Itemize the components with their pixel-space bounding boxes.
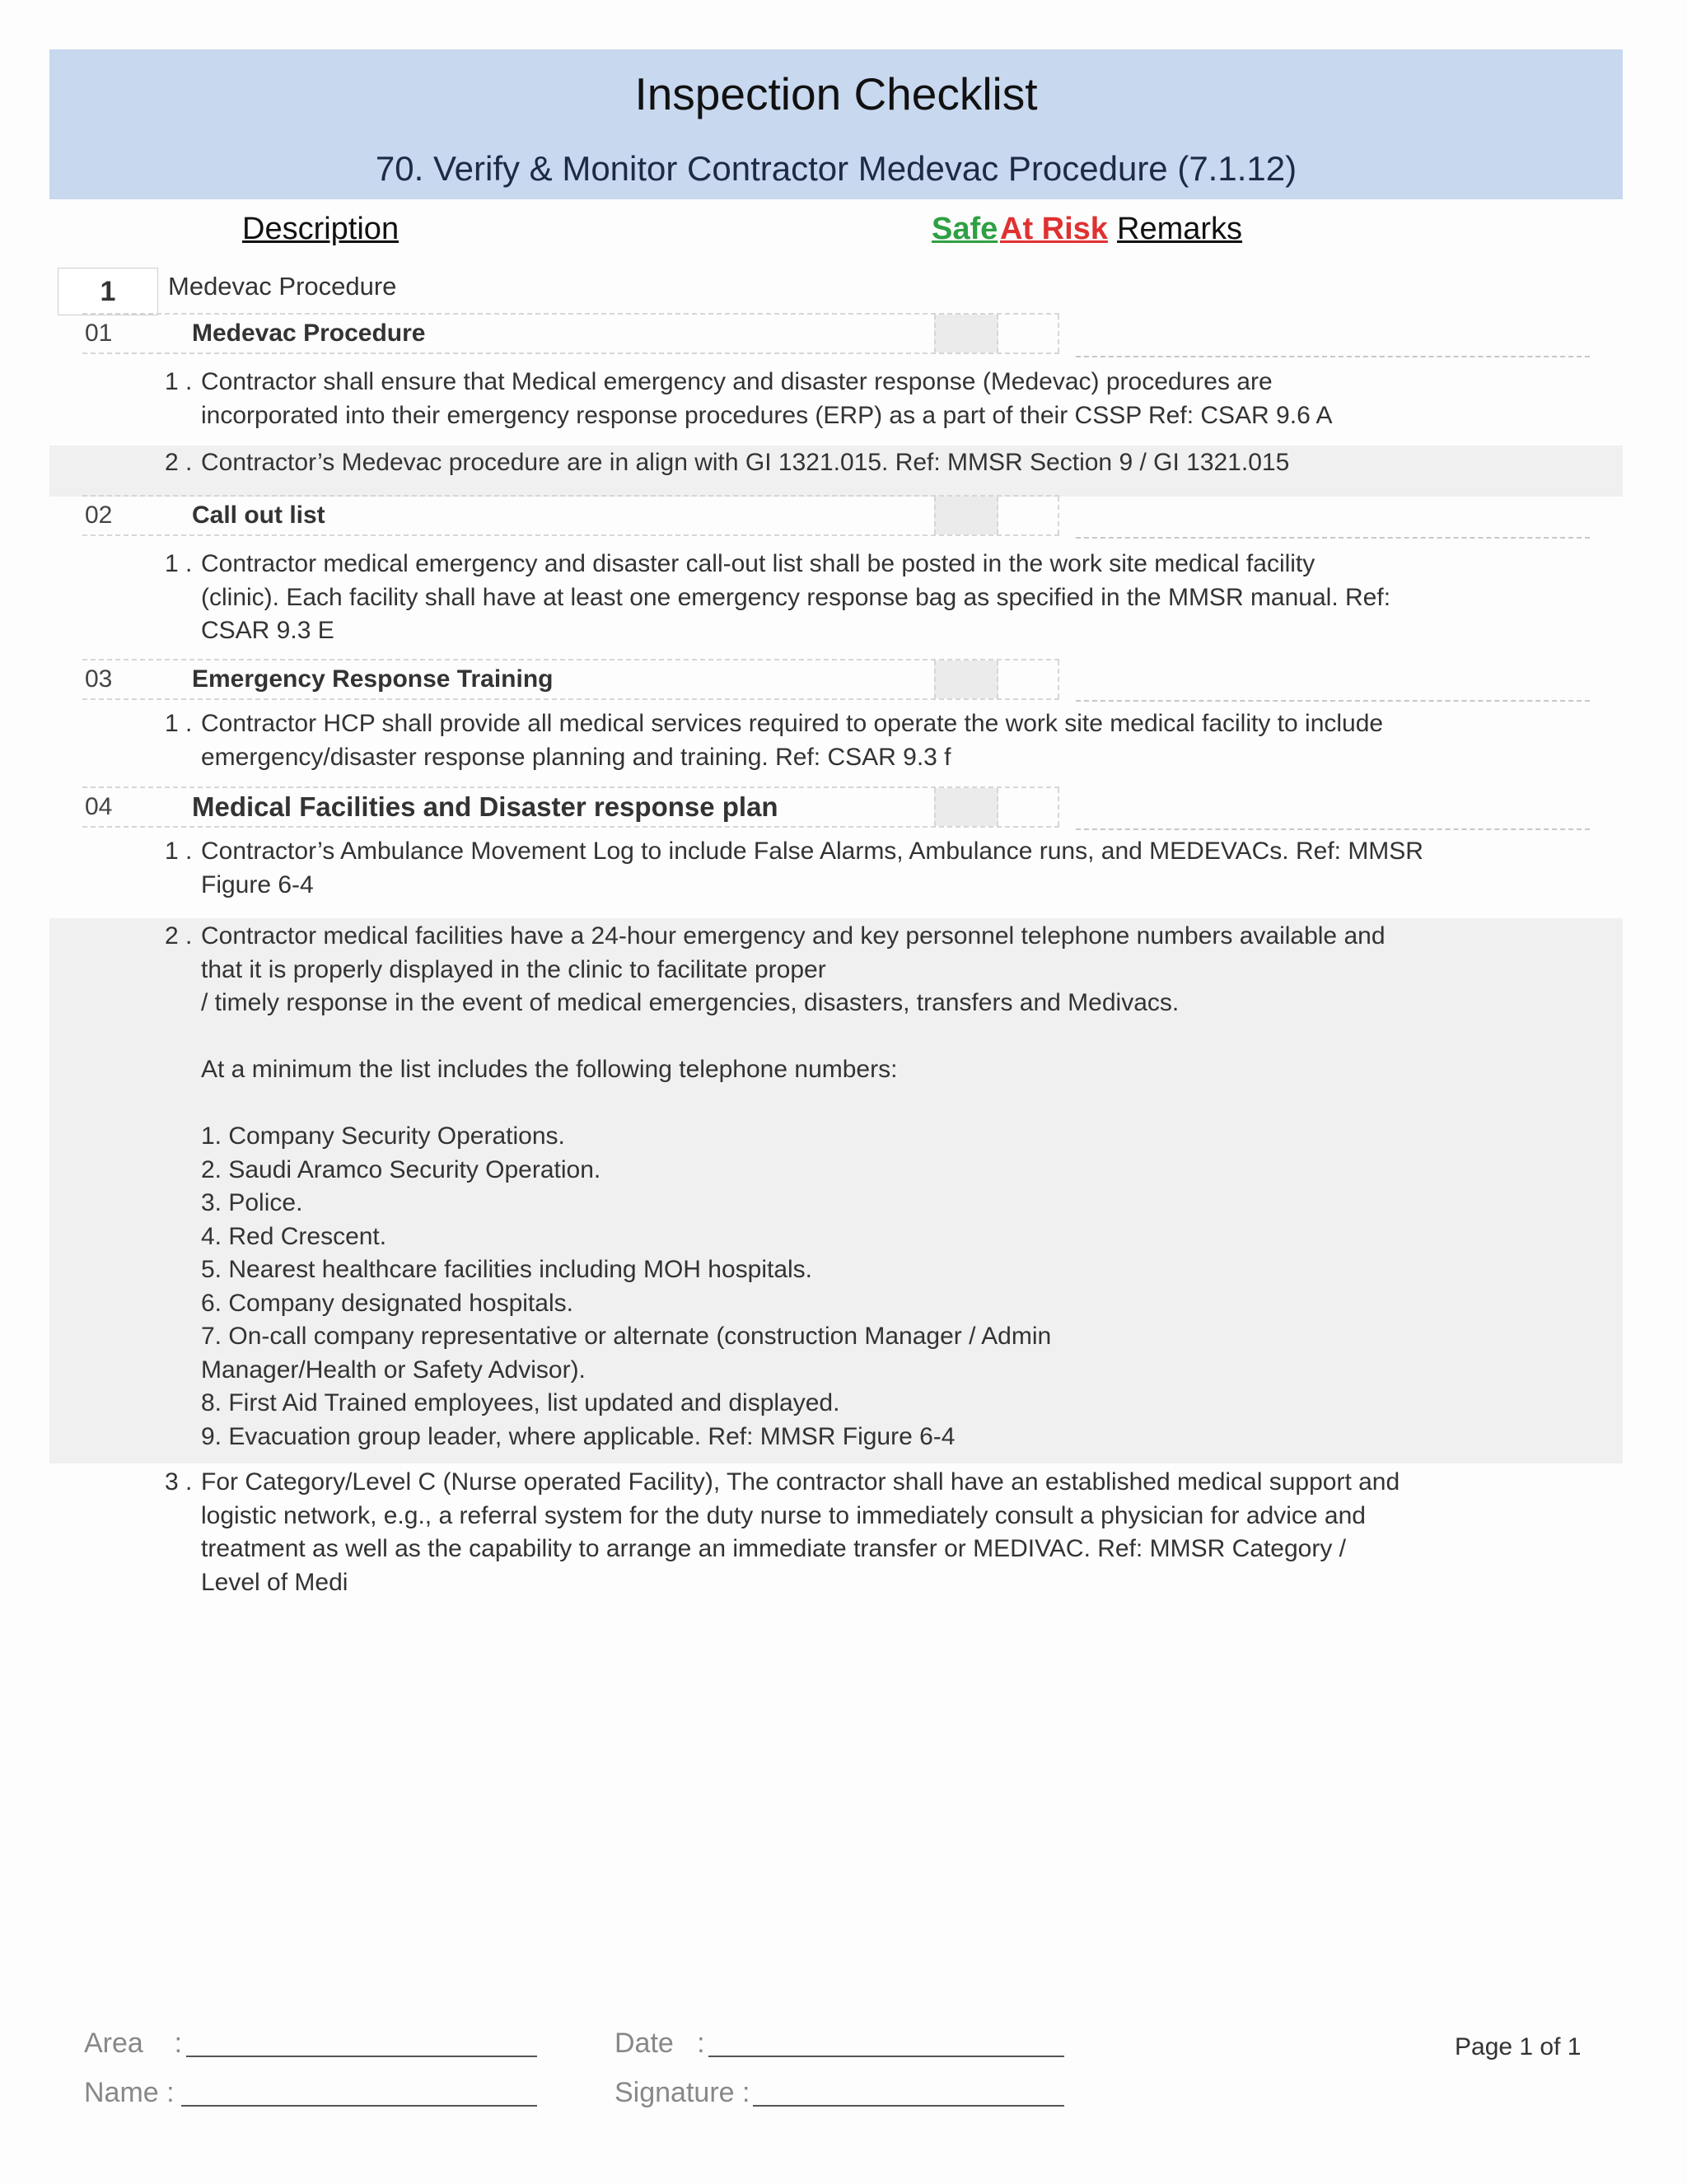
area-label: Area : [84, 2028, 183, 2059]
column-description: Description [242, 212, 400, 246]
date-label: Date : [615, 2028, 705, 2059]
checklist-item [165, 366, 1450, 433]
name-label: Name : [84, 2077, 175, 2108]
safe-checkbox[interactable] [934, 788, 998, 826]
subsection-title: Medevac Procedure [192, 320, 426, 347]
at-risk-checkbox[interactable] [997, 788, 1059, 826]
column-safe: Safe [932, 212, 998, 246]
item-number: 1 . [165, 838, 193, 865]
area-field[interactable] [186, 2056, 537, 2057]
section-number: 1 [58, 268, 158, 315]
checklist-item [165, 920, 1450, 1455]
subsection-number: 03 [85, 665, 113, 693]
subsection-number: 02 [85, 502, 113, 529]
signature-label: Signature : [615, 2077, 750, 2108]
signature-field[interactable] [753, 2105, 1064, 2107]
checklist-item [165, 707, 1450, 775]
remarks-field[interactable] [1076, 356, 1590, 357]
checklist-header [49, 49, 1623, 199]
at-risk-checkbox[interactable] [997, 315, 1059, 352]
remarks-field[interactable] [1076, 828, 1590, 830]
item-text: Contractor shall ensure that Medical emergency and disaster response (Medevac) procedures are incorporated into their emergency response procedures (ERP) as a part of their CSSP Ref: CSAR 9.6 A [201, 368, 1333, 429]
checklist-item [165, 446, 1450, 481]
item-number: 3 . [165, 1468, 193, 1496]
item-text: Contractor medical emergency and disaster call-out list shall be posted in the work site medical facility (clinic). Each facility shall have at least one emergency response bag as specified in the MMSR manual. Ref: CSAR 9.3 E [201, 550, 1391, 644]
column-remarks: Remarks [1117, 212, 1243, 246]
subsection-row [82, 495, 1059, 536]
column-at-risk: At Risk [1000, 212, 1108, 246]
subsection-number: 01 [85, 320, 113, 347]
item-text: Contractor’s Ambulance Movement Log to include False Alarms, Ambulance runs, and MEDEVACs. Ref: MMSR Figure 6-4 [201, 838, 1423, 898]
subsection-title: Emergency Response Training [192, 665, 554, 693]
subsection-title: Medical Facilities and Disaster response plan [192, 791, 778, 822]
subsection-title: Call out list [192, 502, 325, 529]
remarks-field[interactable] [1076, 537, 1590, 539]
page-number: Page 1 of 1 [1455, 2033, 1582, 2060]
subsection-row [82, 313, 1059, 354]
subsection-row [82, 659, 1059, 700]
item-number: 1 . [165, 368, 193, 395]
item-text: Contractor’s Medevac procedure are in align with GI 1321.015. Ref: MMSR Section 9 / GI 1321.015 [201, 449, 1290, 476]
subsection-number: 04 [85, 793, 113, 820]
item-number: 2 . [165, 922, 193, 950]
item-number: 2 . [165, 449, 193, 476]
remarks-field[interactable] [1076, 700, 1590, 702]
checklist-item [165, 835, 1450, 904]
checklist-item [165, 1466, 1450, 1603]
at-risk-checkbox[interactable] [997, 497, 1059, 534]
item-text: For Category/Level C (Nurse operated Facility), The contractor shall have an established medical support and logistic network, e.g., a referral system for the duty nurse to immediately consult a physician for advice and treatment as well as the capability to arrange an immediate transfer or MEDIVAC. Ref: MMSR Category / Level of Medi [201, 1468, 1400, 1596]
safe-checkbox[interactable] [934, 315, 998, 352]
item-text: Contractor medical facilities have a 24-hour emergency and key personnel telephone numbers available and that it is properly displayed in the clinic to facilitate proper / timely response in the event of medical emergencies, disasters, transfers and Medivacs. At a minimum the list includes the following telephone numbers: 1. Company Security Operations. 2. Saudi Aramco Security Operation. 3. Police. 4. Red Crescent. 5. Nearest healthcare facilities including MOH hospitals. 6. Company designated hospitals. 7. On-call company representative or alternate (construction Manager / Admin Manager/Health or Safety Advisor). 8. First Aid Trained employees, list updated and displayed. 9. Evacuation group leader, where applicable. Ref: MMSR Figure 6-4 [201, 922, 1386, 1450]
section-title: Medevac Procedure [168, 272, 397, 301]
document-subtitle: 70. Verify & Monitor Contractor Medevac Procedure (7.1.12) [375, 149, 1297, 188]
item-text: Contractor HCP shall provide all medical services required to operate the work site medical facility to include emergency/disaster response planning and training. Ref: CSAR 9.3 f [201, 710, 1384, 771]
safe-checkbox[interactable] [934, 497, 998, 534]
at-risk-checkbox[interactable] [997, 660, 1059, 698]
date-field[interactable] [708, 2056, 1064, 2057]
checklist-item [165, 548, 1450, 650]
name-field[interactable] [181, 2105, 537, 2107]
item-number: 1 . [165, 710, 193, 737]
subsection-row [82, 786, 1059, 828]
safe-checkbox[interactable] [934, 660, 998, 698]
document-title: Inspection Checklist [634, 68, 1038, 119]
item-number: 1 . [165, 550, 193, 577]
